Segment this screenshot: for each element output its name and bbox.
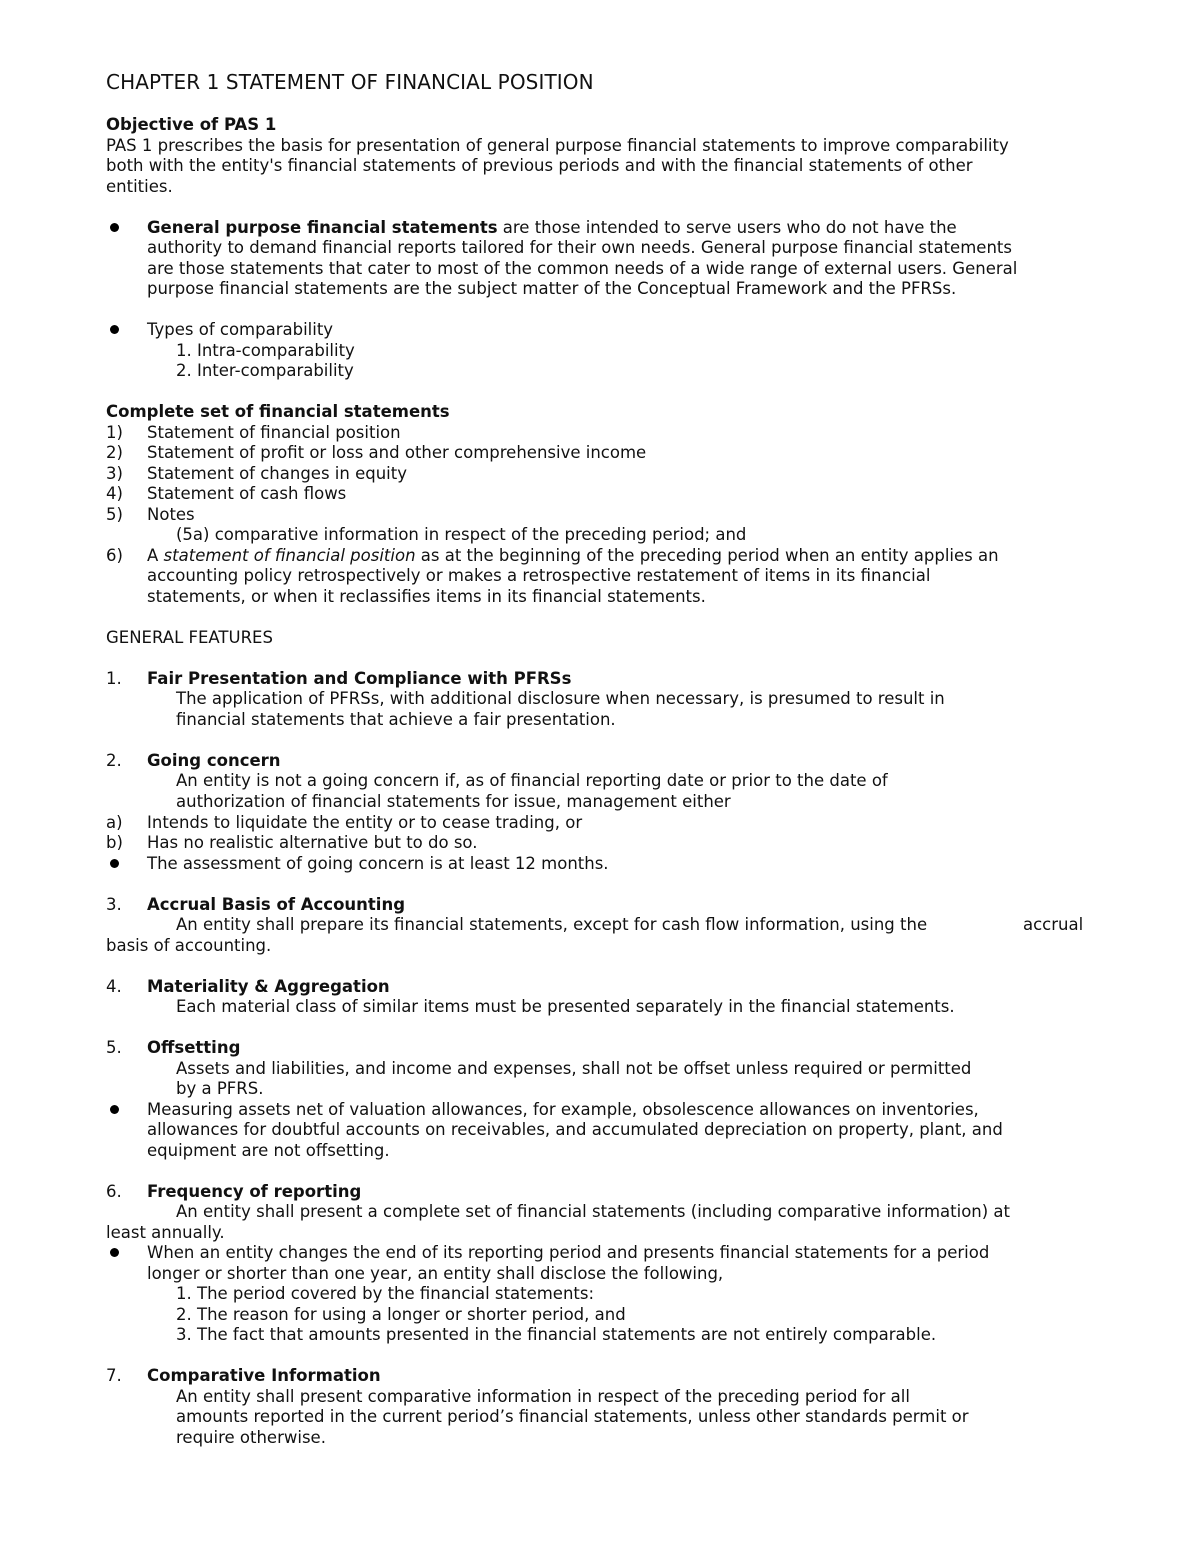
feature-text: An entity shall present a complete set of financial statements (including comparative information) at: [176, 1202, 1011, 1221]
objective-line: entities.: [106, 177, 173, 196]
general-features-heading: GENERAL FEATURES: [106, 628, 273, 647]
bullet-text: allowances for doubtful accounts on receivables, and accumulated depreciation on property, plant, and: [147, 1120, 1003, 1139]
bullet-text: When an entity changes the end of its reporting period and presents financial statements for a period: [147, 1243, 990, 1262]
feature-title: Going concern: [147, 751, 281, 770]
feature-number: 1.: [106, 669, 122, 688]
comparability-item: 2. Inter-comparability: [176, 361, 354, 380]
feature-text: Each material class of similar items must be presented separately in the financial statements.: [176, 997, 955, 1016]
objective-line: both with the entity's financial statements of previous periods and with the financial statements of other: [106, 156, 973, 175]
list-item-letter: a): [106, 813, 123, 832]
feature-number: 4.: [106, 977, 122, 996]
feature-text: basis of accounting.: [106, 936, 272, 955]
feature-title: Offsetting: [147, 1038, 241, 1057]
bullet-icon: [110, 325, 119, 334]
feature-number: 7.: [106, 1366, 122, 1385]
list-subitem: 2. The reason for using a longer or shorter period, and: [176, 1305, 626, 1324]
feature-text: require otherwise.: [176, 1428, 326, 1447]
list-item-line: statements, or when it reclassifies items in its financial statements.: [147, 587, 706, 606]
bullet-text: The assessment of going concern is at least 12 months.: [147, 854, 609, 873]
list-subitem: (5a) comparative information in respect of the preceding period; and: [176, 525, 747, 544]
list-item-line: accounting policy retrospectively or makes a retrospective restatement of items in its financial: [147, 566, 931, 585]
objective-heading: Objective of PAS 1: [106, 115, 277, 134]
list-item: Statement of cash flows: [147, 484, 347, 503]
list-item: Statement of changes in equity: [147, 464, 407, 483]
list-item-number: 1): [106, 423, 123, 442]
bullet-icon: [110, 223, 119, 232]
list-item: Statement of profit or loss and other comprehensive income: [147, 443, 647, 462]
bullet-icon: [110, 1105, 119, 1114]
feature-text: An entity shall present comparative information in respect of the preceding period for all: [176, 1387, 910, 1406]
bullet-text: longer or shorter than one year, an entity shall disclose the following,: [147, 1264, 724, 1283]
list-item: [147, 546, 999, 566]
bullet-icon: [110, 859, 119, 868]
comparability-item: 1. Intra-comparability: [176, 341, 355, 360]
feature-title: Fair Presentation and Compliance with PFRSs: [147, 669, 572, 688]
feature-text: amounts reported in the current period’s financial statements, unless other standards permit or: [176, 1407, 969, 1426]
list-item: Intends to liquidate the entity or to cease trading, or: [147, 813, 583, 832]
gpfs-line: purpose financial statements are the subject matter of the Conceptual Framework and the PFRSs.: [147, 279, 957, 298]
feature-text: financial statements that achieve a fair presentation.: [176, 710, 616, 729]
list-item-number: 3): [106, 464, 123, 483]
list-item: Notes: [147, 505, 195, 524]
feature-text: An entity shall prepare its financial statements, except for cash flow information, using the: [176, 915, 928, 934]
item6-pre: A: [147, 546, 164, 565]
list-item: Statement of financial position: [147, 423, 401, 442]
list-item-number: 2): [106, 443, 123, 462]
complete-set-heading: Complete set of financial statements: [106, 402, 450, 421]
list-item-number: 4): [106, 484, 123, 503]
feature-title: Frequency of reporting: [147, 1182, 362, 1201]
gpfs-line-rest: are those intended to serve users who do not have the: [497, 218, 957, 237]
feature-text: An entity is not a going concern if, as of financial reporting date or prior to the date of: [176, 771, 888, 790]
page-title: CHAPTER 1 STATEMENT OF FINANCIAL POSITION: [106, 70, 594, 94]
item6-italic: statement of financial position: [163, 546, 416, 565]
feature-number: 3.: [106, 895, 122, 914]
feature-number: 6.: [106, 1182, 122, 1201]
list-subitem: 3. The fact that amounts presented in the financial statements are not entirely comparable.: [176, 1325, 937, 1344]
list-subitem: 1. The period covered by the financial statements:: [176, 1284, 595, 1303]
bullet-icon: [110, 1248, 119, 1257]
list-item-number: 6): [106, 546, 123, 565]
feature-text: The application of PFRSs, with additional disclosure when necessary, is presumed to result in: [176, 689, 945, 708]
comparability-heading: Types of comparability: [147, 320, 334, 339]
list-item-number: 5): [106, 505, 123, 524]
feature-title: Comparative Information: [147, 1366, 381, 1385]
bullet-text: equipment are not offsetting.: [147, 1141, 390, 1160]
feature-number: 5.: [106, 1038, 122, 1057]
feature-number: 2.: [106, 751, 122, 770]
objective-line: PAS 1 prescribes the basis for presentation of general purpose financial statements to improve comparability: [106, 136, 1009, 155]
gpfs-line: authority to demand financial reports tailored for their own needs. General purpose financial statements: [147, 238, 1012, 257]
feature-title: Materiality & Aggregation: [147, 977, 390, 996]
gpfs-line: are those statements that cater to most of the common needs of a wide range of external users. General: [147, 259, 1018, 278]
bullet-text: Measuring assets net of valuation allowances, for example, obsolescence allowances on inventories,: [147, 1100, 979, 1119]
feature-title: Accrual Basis of Accounting: [147, 895, 406, 914]
list-item: Has no realistic alternative but to do so.: [147, 833, 478, 852]
list-item-letter: b): [106, 833, 123, 852]
item6-post: as at the beginning of the preceding period when an entity applies an: [415, 546, 999, 565]
feature-text: least annually.: [106, 1223, 225, 1242]
feature-text: by a PFRS.: [176, 1079, 264, 1098]
gpfs-term: General purpose financial statements: [147, 218, 498, 237]
feature-text: authorization of financial statements for issue, management either: [176, 792, 731, 811]
feature-text: Assets and liabilities, and income and expenses, shall not be offset unless required or permitted: [176, 1059, 972, 1078]
feature-text: accrual: [1023, 915, 1084, 934]
gpfs-line: [147, 218, 957, 238]
